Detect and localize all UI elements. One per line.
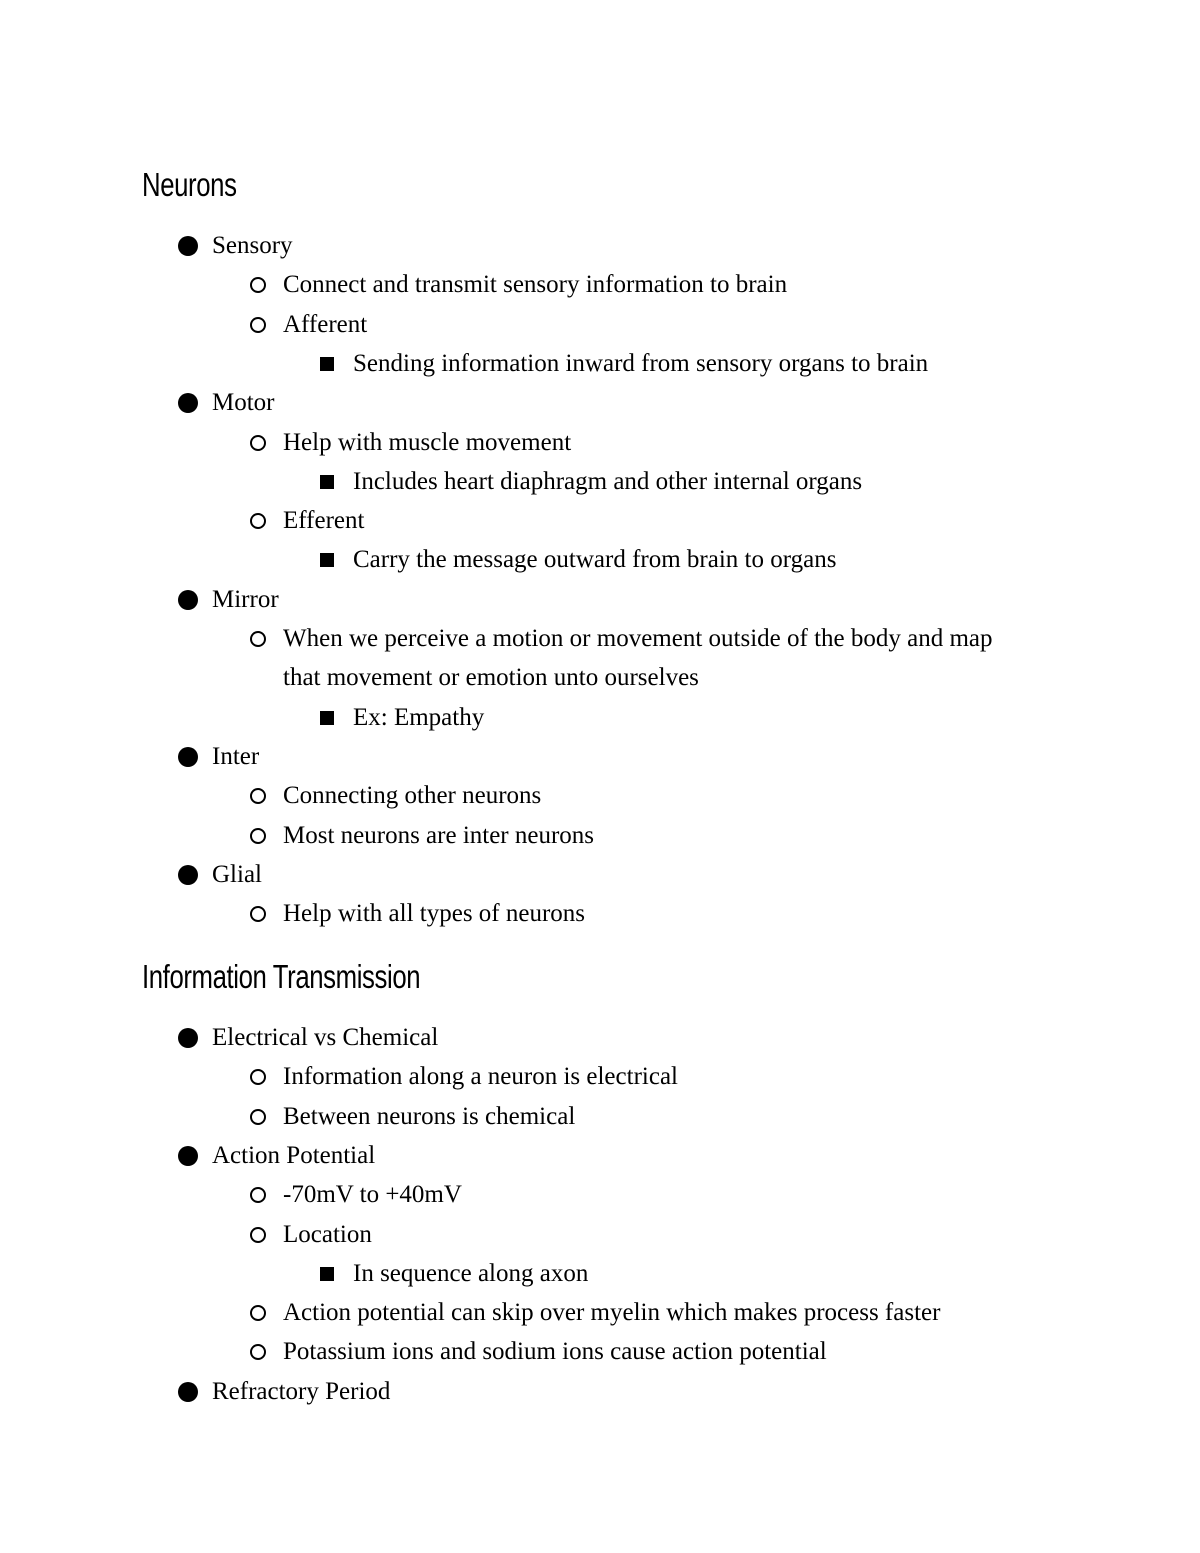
outline-item-text: Mirror	[212, 585, 279, 613]
hollow-circle-bullet-icon	[250, 317, 266, 333]
hollow-circle-bullet-icon	[250, 906, 266, 922]
hollow-circle-bullet-icon	[250, 1187, 266, 1203]
outline-item-level-2	[0, 1057, 1200, 1097]
outline-item-level-3	[0, 698, 1200, 738]
outline-item-text: Help with all types of neurons	[283, 900, 586, 928]
outline-item-text: Electrical vs Chemical	[212, 1024, 439, 1051]
outline-item-level-2	[0, 619, 1200, 659]
filled-circle-bullet-icon	[178, 236, 198, 256]
outline-item-level-2	[0, 1097, 1200, 1137]
hollow-circle-bullet-icon	[250, 1305, 266, 1321]
filled-square-bullet-icon	[320, 475, 334, 489]
outline-item-level-1	[0, 1136, 1200, 1176]
outline-item-text: that movement or emotion unto ourselves	[283, 664, 699, 692]
hollow-circle-bullet-icon	[250, 1069, 266, 1085]
outline-item-level-1	[0, 855, 1200, 895]
outline-item-level-3	[0, 344, 1200, 384]
outline-item-text: Information along a neuron is electrical	[283, 1063, 678, 1091]
outline-item-text: Action Potential	[212, 1141, 376, 1169]
filled-circle-bullet-icon	[178, 1028, 198, 1048]
outline-item-level-1	[0, 737, 1200, 777]
outline-item-level-2	[0, 423, 1200, 463]
hollow-circle-bullet-icon	[250, 1109, 266, 1125]
outline-item-level-3	[0, 1254, 1200, 1294]
outline-item-level-2	[0, 816, 1200, 856]
section-heading-neurons: Neurons	[142, 166, 237, 203]
outline-item-text: Between neurons is chemical	[283, 1102, 576, 1130]
outline-item-level-3	[0, 462, 1200, 502]
filled-circle-bullet-icon	[178, 865, 198, 885]
outline-item-text: Connect and transmit sensory information to brain	[283, 271, 788, 299]
outline-item-level-3	[0, 540, 1200, 580]
outline-item-level-2	[0, 658, 1200, 698]
hollow-circle-bullet-icon	[250, 631, 266, 647]
hollow-circle-bullet-icon	[250, 277, 266, 293]
outline-item-text: Includes heart diaphragm and other internal organs	[353, 467, 863, 495]
outline-item-level-2	[0, 265, 1200, 305]
outline-item-level-2	[0, 1215, 1200, 1255]
outline-item-level-1	[0, 1018, 1200, 1058]
outline-item-level-2	[0, 1332, 1200, 1372]
hollow-circle-bullet-icon	[250, 788, 266, 804]
outline-item-text: Refractory Period	[212, 1377, 391, 1405]
filled-circle-bullet-icon	[178, 747, 198, 767]
outline-item-text: Efferent	[283, 507, 365, 535]
filled-circle-bullet-icon	[178, 1146, 198, 1166]
outline-item-level-1	[0, 1372, 1200, 1412]
filled-circle-bullet-icon	[178, 393, 198, 413]
outline-item-text: Connecting other neurons	[283, 782, 542, 810]
outline-item-text: Ex: Empathy	[353, 703, 485, 731]
outline-item-text: Motor	[212, 389, 275, 417]
outline-item-text: In sequence along axon	[353, 1259, 589, 1287]
outline-item-text: When we perceive a motion or movement outside of the body and map	[283, 625, 993, 652]
outline-item-text: -70mV to +40mV	[283, 1181, 462, 1209]
hollow-circle-bullet-icon	[250, 1344, 266, 1360]
outline-item-text: Help with muscle movement	[283, 428, 572, 456]
outline-item-level-2	[0, 305, 1200, 345]
filled-circle-bullet-icon	[178, 1382, 198, 1402]
outline-item-text: Glial	[212, 860, 262, 888]
section-heading-information-transmission: Information Transmission	[142, 958, 421, 995]
hollow-circle-bullet-icon	[250, 1227, 266, 1243]
outline-item-level-2	[0, 1175, 1200, 1215]
outline-item-text: Action potential can skip over myelin which makes process faster	[283, 1299, 941, 1327]
outline-item-text: Afferent	[283, 310, 368, 338]
outline-item-text: Inter	[212, 742, 260, 770]
outline-item-level-2	[0, 1293, 1200, 1333]
outline-item-text: Sending information inward from sensory organs to brain	[353, 349, 929, 377]
outline-item-level-2	[0, 776, 1200, 816]
filled-circle-bullet-icon	[178, 590, 198, 610]
outline-item-text: Sensory	[212, 232, 293, 259]
outline-item-level-1	[0, 580, 1200, 620]
filled-square-bullet-icon	[320, 711, 334, 725]
filled-square-bullet-icon	[320, 553, 334, 567]
outline-item-level-1	[0, 226, 1200, 266]
outline-item-text: Most neurons are inter neurons	[283, 821, 595, 849]
hollow-circle-bullet-icon	[250, 828, 266, 844]
outline-item-text: Location	[283, 1220, 372, 1248]
filled-square-bullet-icon	[320, 1267, 334, 1281]
hollow-circle-bullet-icon	[250, 513, 266, 529]
outline-item-level-1	[0, 383, 1200, 423]
outline-item-level-2	[0, 894, 1200, 934]
outline-item-text: Carry the message outward from brain to organs	[353, 546, 837, 574]
outline-item-level-2	[0, 501, 1200, 541]
filled-square-bullet-icon	[320, 357, 334, 371]
outline-item-text: Potassium ions and sodium ions cause action potential	[283, 1338, 827, 1366]
hollow-circle-bullet-icon	[250, 435, 266, 451]
